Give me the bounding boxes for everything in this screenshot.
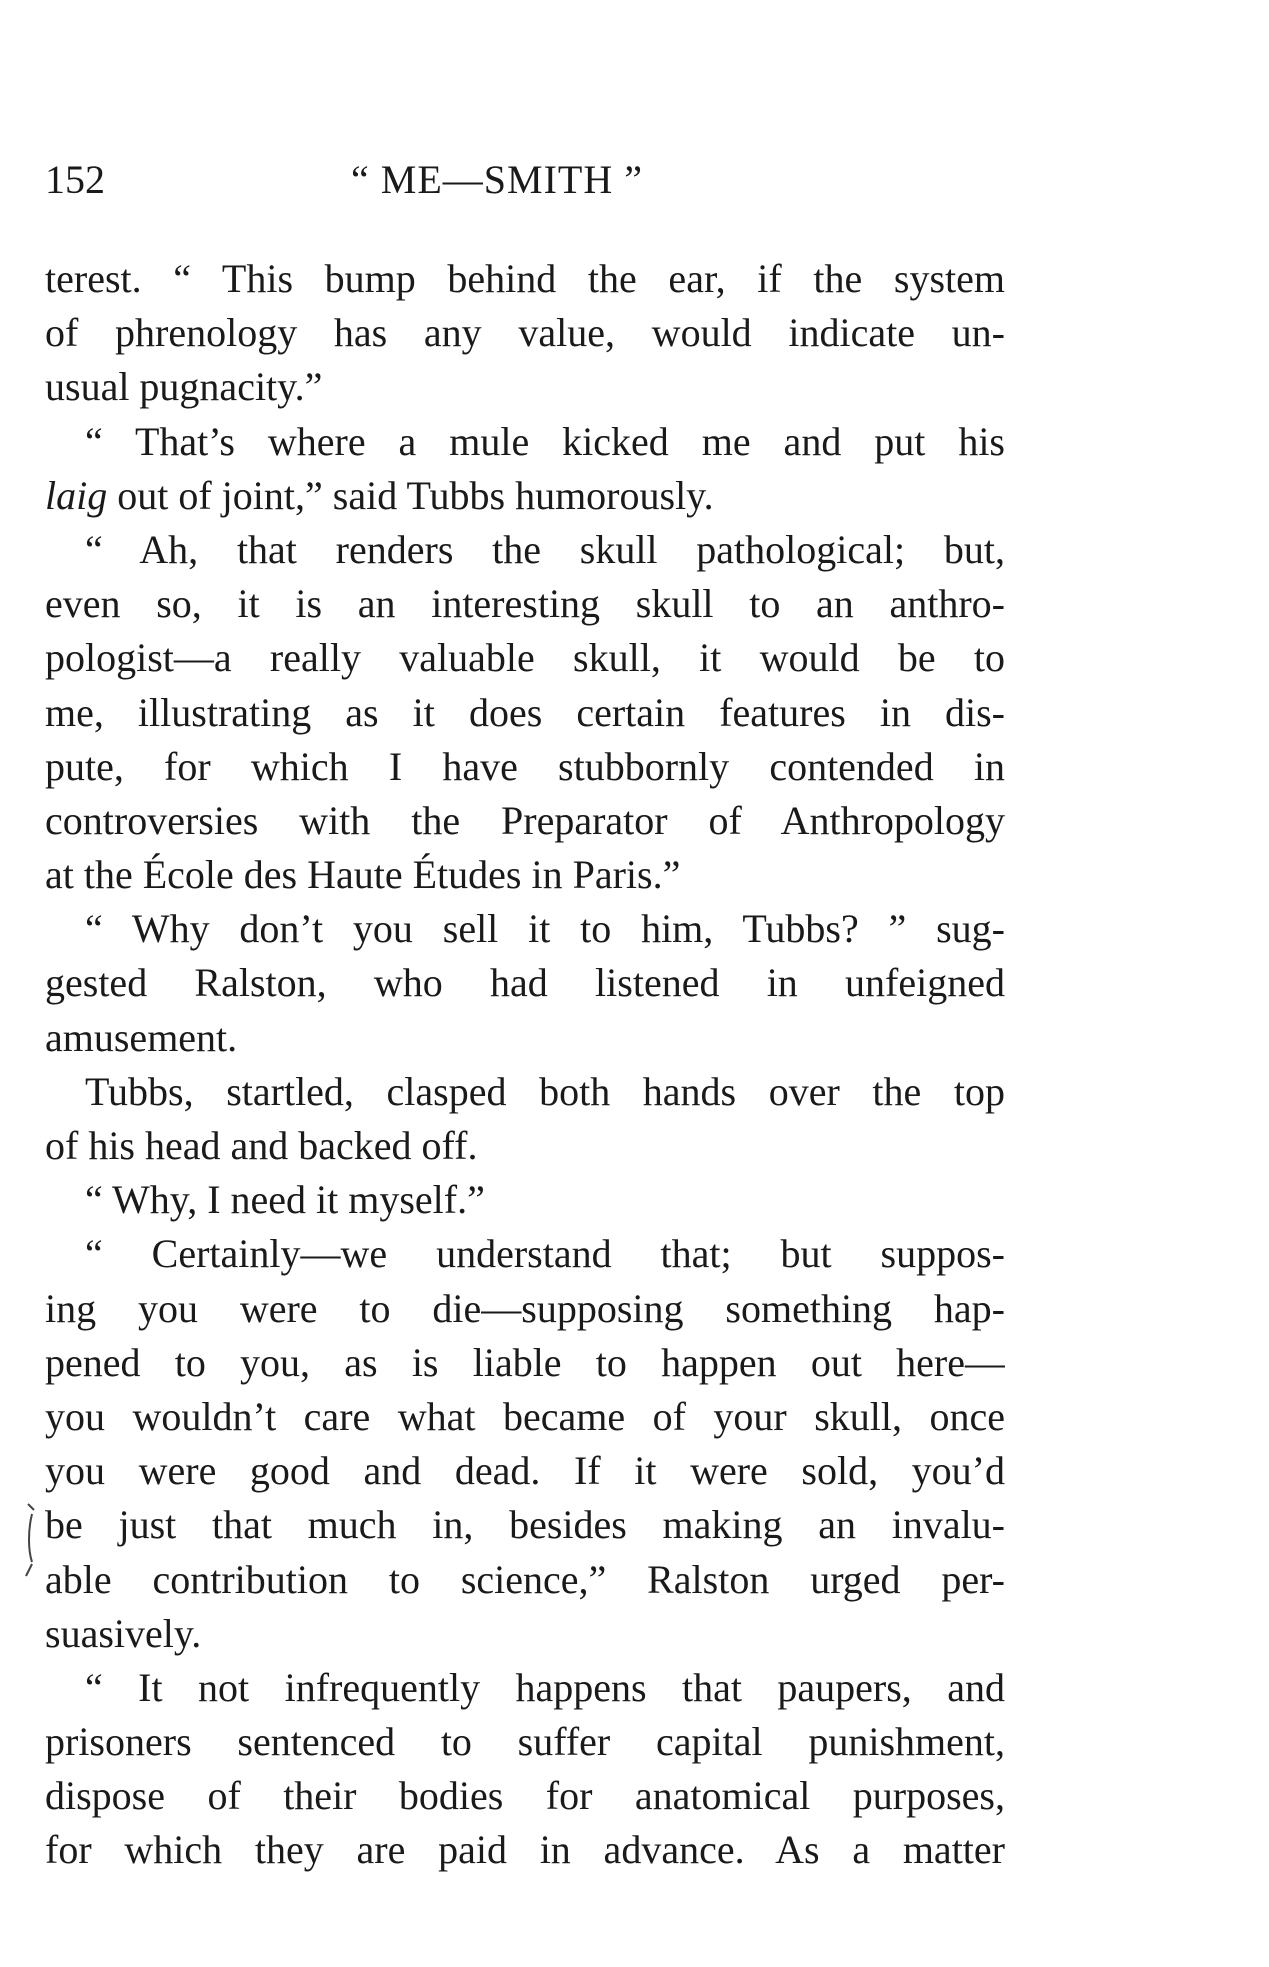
text-line: at the École des Haute Études in Paris.” [45, 852, 681, 898]
text-line: “ That’s where a mule kicked me and put his [85, 418, 1005, 464]
text-line: me, illustrating as it does certain features in dis- [45, 689, 1005, 735]
text-line: prisoners sentenced to suffer capital punishment, [45, 1719, 1005, 1765]
text-line: “ Certainly—we understand that; but suppos- [85, 1231, 1005, 1277]
text-line: dispose of their bodies for anatomical purposes, [45, 1773, 1005, 1819]
text-line: gested Ralston, who had listened in unfeigned [45, 960, 1005, 1006]
text-line: able contribution to science,” Ralston urged per- [45, 1556, 1005, 1602]
text-line: you wouldn’t care what became of your skull, once [45, 1393, 1005, 1439]
text-line: be just that much in, besides making an invalu- [45, 1502, 1005, 1548]
text-line: of his head and backed off. [45, 1123, 478, 1168]
text-line: “ Why don’t you sell it to him, Tubbs? ” sug- [85, 906, 1005, 952]
text-line: Tubbs, startled, clasped both hands over the top [85, 1068, 1005, 1114]
text-line: of phrenology has any value, would indicate un- [45, 310, 1005, 356]
text-line: pened to you, as is liable to happen out here— [45, 1339, 1005, 1385]
italic-word: laig [45, 472, 108, 518]
text-line: ing you were to die—supposing something hap- [45, 1285, 1005, 1331]
text-line: “ Ah, that renders the skull pathological; but, [85, 526, 1005, 572]
text-line: even so, it is an interesting skull to an anthro- [45, 581, 1005, 627]
body-text [45, 252, 1005, 1878]
text-line: pologist—a really valuable skull, it would be to [45, 635, 1005, 681]
text-line: suasively. [45, 1610, 202, 1656]
text-line: usual pugnacity.” [45, 364, 323, 410]
text-line: terest. “ This bump behind the ear, if the system [45, 256, 1005, 301]
text-line: amusement. [45, 1014, 238, 1060]
text-line: pute, for which I have stubbornly contended in [45, 743, 1005, 789]
text-line: you were good and dead. If it were sold, you’d [45, 1448, 1005, 1494]
page-number: 152 [45, 157, 105, 202]
text-line: laig out of joint,” said Tubbs humorously. [45, 472, 714, 518]
margin-pencil-mark [22, 1500, 42, 1580]
running-title: “ ME—SMITH ” [351, 157, 643, 202]
text-line: “ It not infrequently happens that paupers, and [85, 1664, 1005, 1710]
text-line: “ Why, I need it myself.” [85, 1177, 485, 1223]
text-line: for which they are paid in advance. As a matter [45, 1827, 1005, 1873]
text-line: controversies with the Preparator of Anthropology [45, 797, 1005, 843]
running-head [45, 154, 1005, 206]
